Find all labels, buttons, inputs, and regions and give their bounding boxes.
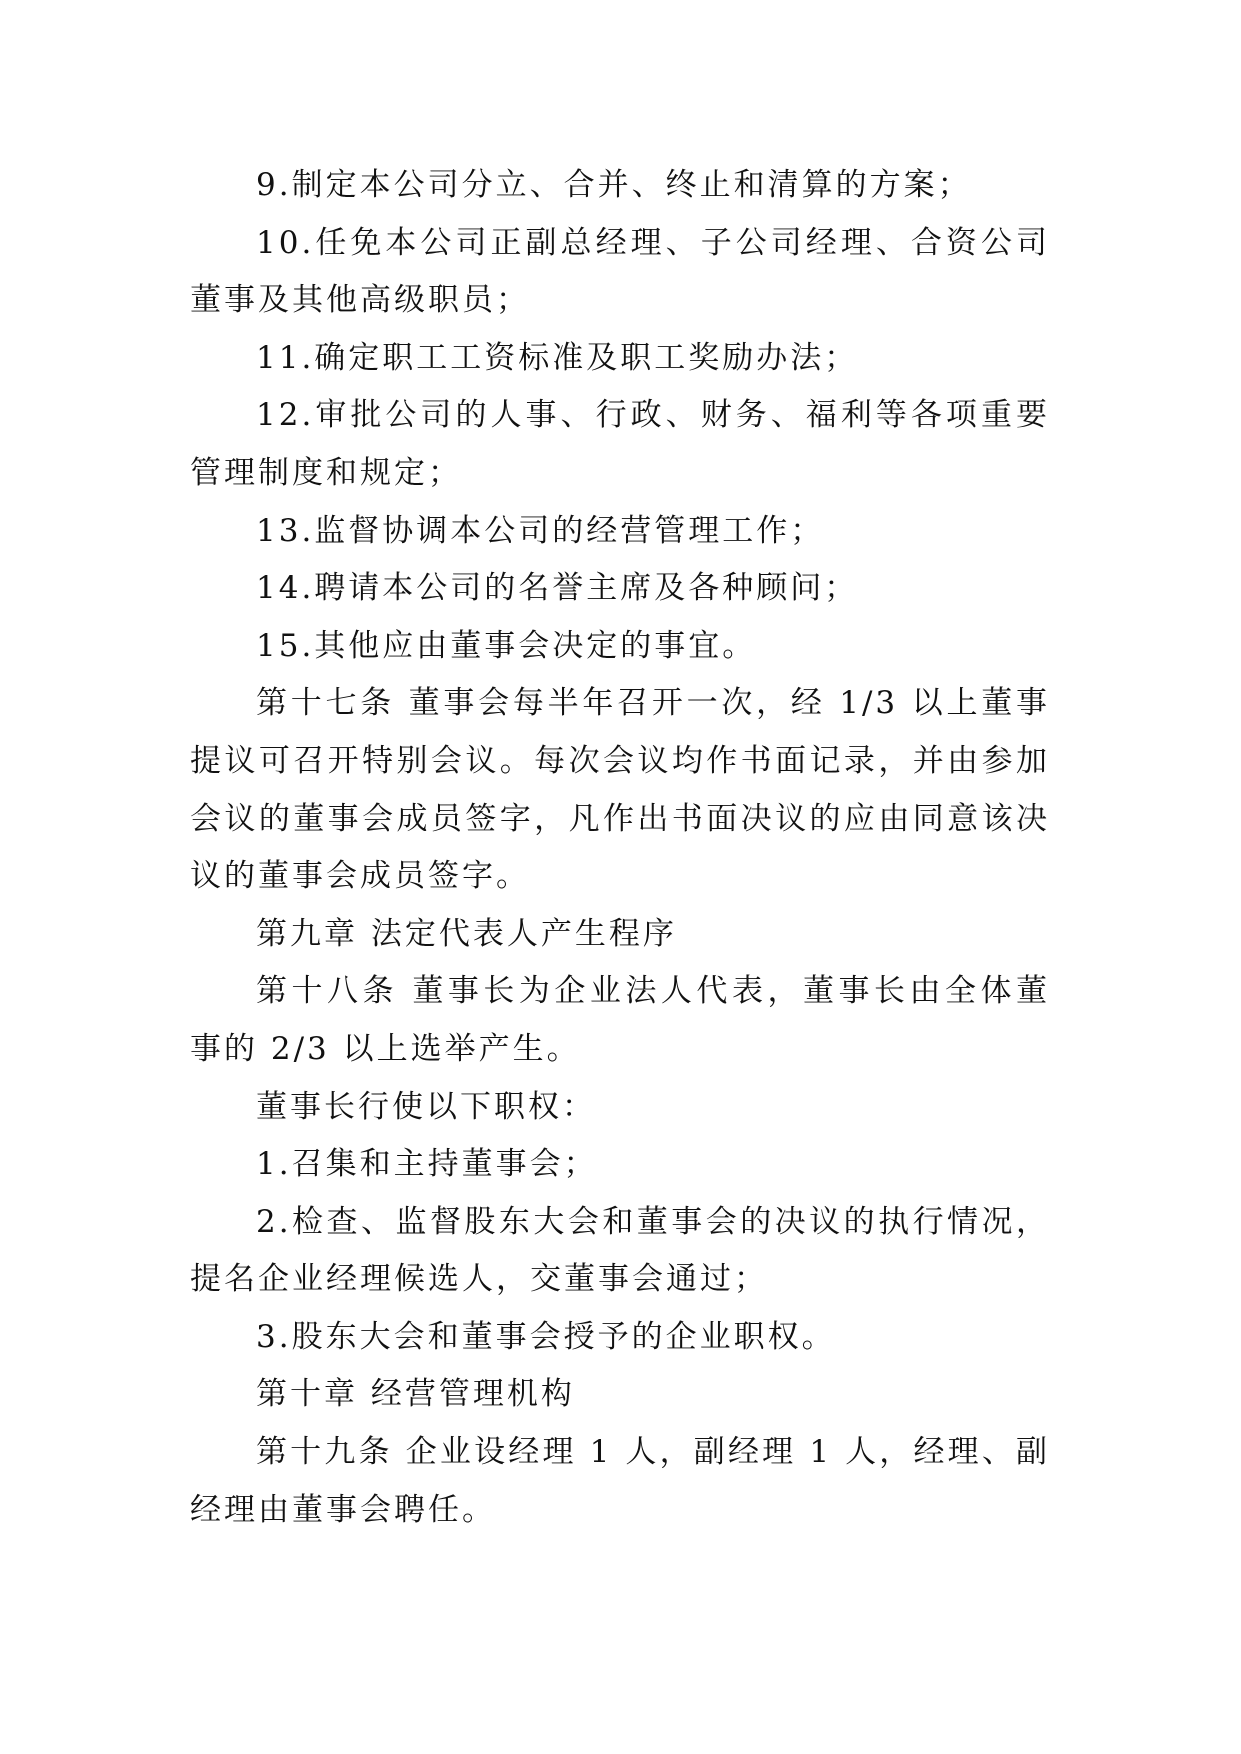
chairman-power-2: 2.检查、监督股东大会和董事会的决议的执行情况，提名企业经理候选人，交董事会通过； bbox=[190, 1203, 1050, 1298]
chairman-power-1: 1.召集和主持董事会； bbox=[256, 1146, 598, 1183]
paragraph-item-15: 15.其他应由董事会决定的事宜。 bbox=[256, 627, 757, 664]
paragraph-item-14: 14.聘请本公司的名誉主席及各种顾问； bbox=[256, 570, 859, 607]
chairman-powers-intro: 董事长行使以下职权： bbox=[256, 1088, 596, 1125]
chairman-power-3: 3.股东大会和董事会授予的企业职权。 bbox=[256, 1318, 836, 1355]
article-18: 第十八条 董事长为企业法人代表，董事长由全体董事的 2/3 以上选举产生。 bbox=[190, 973, 1050, 1067]
paragraph-item-13: 13.监督协调本公司的经营管理工作； bbox=[256, 512, 825, 549]
document-body bbox=[190, 157, 1050, 1539]
article-17: 第十七条 董事会每半年召开一次，经 1/3 以上董事提议可召开特别会议。每次会议均作书面记录，并由参加会议的董事会成员签字，凡作出书面决议的应由同意该决议的董事会成员签字。 bbox=[190, 685, 1050, 895]
chapter-9-heading: 第九章 法定代表人产生程序 bbox=[256, 915, 677, 952]
paragraph-item-10: 10.任免本公司正副总经理、子公司经理、合资公司董事及其他高级职员； bbox=[190, 224, 1050, 319]
paragraph-item-9: 9.制定本公司分立、合并、终止和清算的方案； bbox=[256, 167, 972, 203]
paragraph-item-12: 12.审批公司的人事、行政、财务、福利等各项重要管理制度和规定； bbox=[190, 397, 1050, 491]
article-19: 第十九条 企业设经理 1 人，副经理 1 人，经理、副经理由董事会聘任。 bbox=[190, 1434, 1050, 1528]
chapter-10-heading: 第十章 经营管理机构 bbox=[256, 1376, 575, 1413]
paragraph-item-11: 11.确定职工工资标准及职工奖励办法； bbox=[256, 339, 859, 376]
